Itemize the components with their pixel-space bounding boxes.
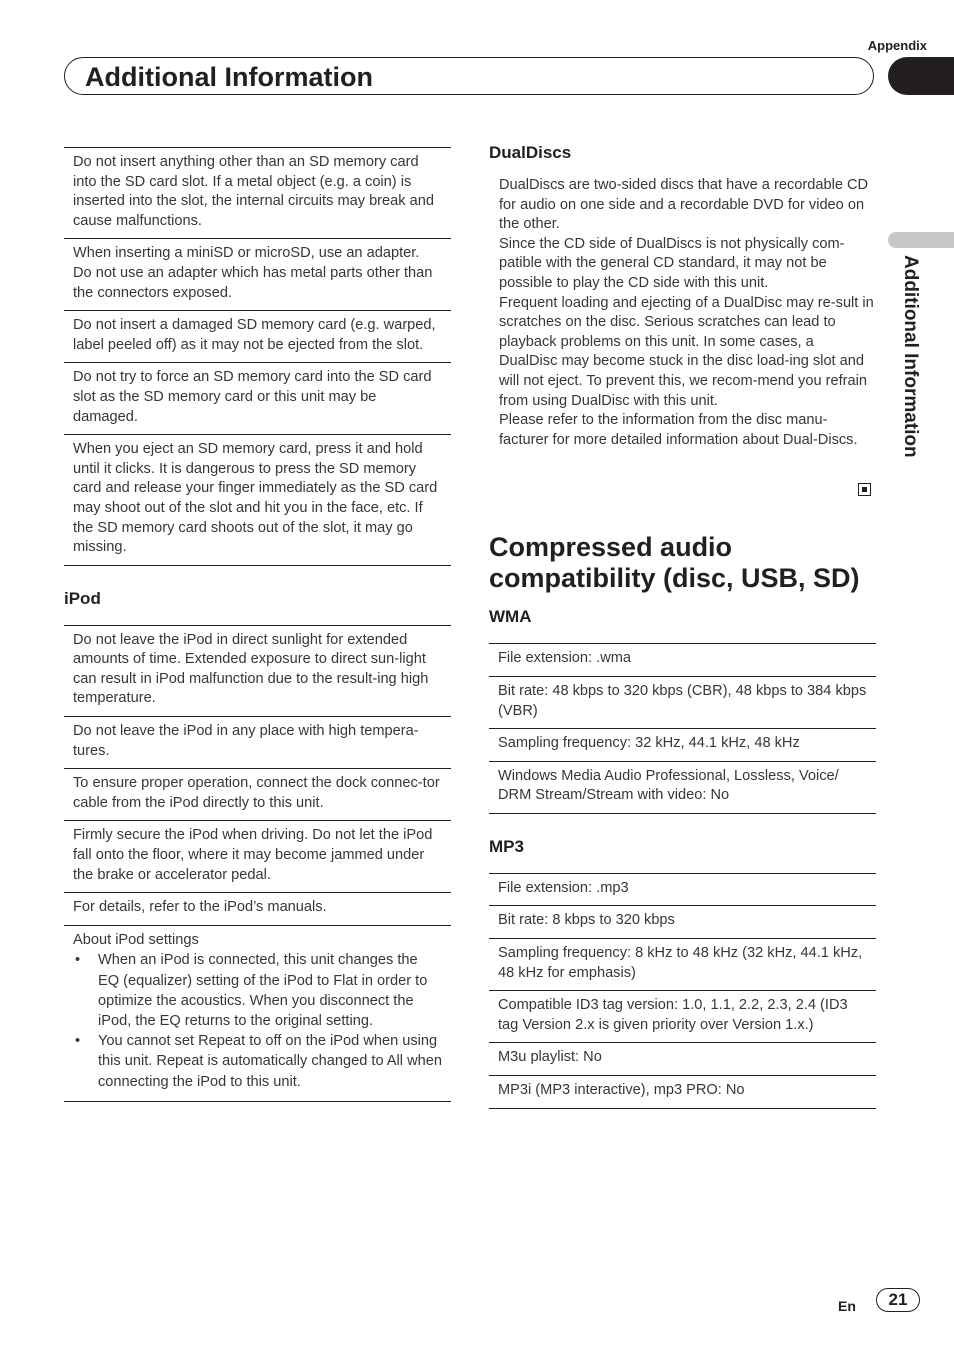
bullet-glyph: •	[75, 952, 81, 969]
list-item: • You cannot set Repeat to off on the iPod when using this unit. Repeat is automatically changed to All when connecting the iPod to this unit.	[75, 1033, 442, 1090]
mp3-table	[489, 873, 876, 1109]
table-row: Sampling frequency: 32 kHz, 44.1 kHz, 48 kHz	[489, 729, 876, 762]
table-row: To ensure proper operation, connect the dock connec-tor cable from the iPod directly to this unit.	[64, 769, 451, 821]
page-title: Additional Information	[85, 62, 373, 92]
compressed-audio-heading: Compressed audio compatibility (disc, USB, SD)	[489, 532, 860, 594]
side-section-label: Additional Information	[900, 255, 921, 458]
sd-card-precautions-table	[64, 147, 451, 566]
appendix-label: Appendix	[867, 38, 927, 53]
table-row: Do not try to force an SD memory card into the SD card slot as the SD memory card or this unit may be damaged.	[64, 363, 451, 435]
list-item: • When an iPod is connected, this unit changes the EQ (equalizer) setting of the iPod to Flat in order to optimize the acoustics. When you disconnect the iPod, the EQ returns to the original setting.	[75, 952, 428, 1030]
table-row: Do not insert a damaged SD memory card (e.g. warped, label peeled off) as it may not be ejected from the slot.	[64, 311, 451, 363]
table-row: When inserting a miniSD or microSD, use an adapter. Do not use an adapter which has metal parts other than the connectors exposed.	[64, 239, 451, 311]
dualdiscs-paragraph: Frequent loading and ejecting of a DualDisc may re-sult in scratches on the disc. Serious scratches can lead to playback problems on this unit. In some cases, a DualDisc may become stuck in the disc load-ing slot and will not eject. To prevent this, we recom-mend you refrain from using DualDisc with this unit.	[499, 294, 874, 409]
table-row: Bit rate: 48 kbps to 320 kbps (CBR), 48 kbps to 384 kbps (VBR)	[489, 677, 876, 729]
section-tab-marker	[888, 232, 954, 248]
table-row: Firmly secure the iPod when driving. Do not let the iPod fall onto the floor, where it may become jammed under the brake or accelerator pedal.	[64, 821, 451, 893]
wma-heading: WMA	[489, 607, 532, 627]
ipod-settings-list	[73, 950, 442, 1091]
table-row: When you eject an SD memory card, press it and hold until it clicks. It is dangerous to press the SD memory card and release your finger immediately as the SD card may shoot out of the slot and hit you in the face, etc. If the SD memory card shoots out of the slot, it may go missing.	[64, 435, 451, 566]
ipod-heading: iPod	[64, 588, 101, 608]
wma-table	[489, 643, 876, 814]
table-row: M3u playlist: No	[489, 1043, 876, 1076]
page-number: 21	[876, 1288, 920, 1312]
dualdiscs-paragraph: DualDiscs are two-sided discs that have a recordable CD for audio on one side and a recordable DVD for video on the other.	[499, 177, 869, 233]
table-row: Bit rate: 8 kbps to 320 kbps	[489, 906, 876, 939]
mp3-heading: MP3	[489, 836, 524, 856]
dualdiscs-heading: DualDiscs	[489, 143, 572, 162]
right-column	[489, 142, 876, 1109]
appendix-tab	[888, 57, 954, 95]
table-row: Do not insert anything other than an SD memory card into the SD card slot. If a metal object (e.g. a coin) is inserted into the slot, the internal circuits may break and cause malfunctions.	[64, 148, 451, 239]
table-row: MP3i (MP3 interactive), mp3 PRO: No	[489, 1076, 876, 1109]
table-row: For details, refer to the iPod’s manuals.	[64, 893, 451, 926]
left-column	[64, 147, 451, 1102]
table-row: Do not leave the iPod in any place with high tempera-tures.	[64, 717, 451, 769]
table-row: Windows Media Audio Professional, Lossless, Voice/ DRM Stream/Stream with video: No	[489, 762, 876, 814]
language-label: En	[838, 1298, 856, 1314]
table-row: Sampling frequency: 8 kHz to 48 kHz (32 kHz, 44.1 kHz, 48 kHz for emphasis)	[489, 939, 876, 991]
section-end-icon	[858, 483, 871, 496]
table-row: Compatible ID3 tag version: 1.0, 1.1, 2.2, 2.3, 2.4 (ID3 tag Version 2.x is given priority over Version 1.x.)	[489, 991, 876, 1043]
section-header	[64, 57, 874, 95]
table-row: File extension: .wma	[489, 644, 876, 677]
ipod-settings-title: About iPod settings	[73, 931, 199, 948]
ipod-settings-row	[64, 926, 451, 1102]
dualdiscs-paragraph: Since the CD side of DualDiscs is not physically com-patible with the general CD standard, it may not be possible to play the CD side with this unit.	[499, 235, 845, 291]
table-row: Do not leave the iPod in direct sunlight for extended amounts of time. Extended exposure to direct sun-light can result in iPod malfunction due to the result-ing high temperature.	[64, 626, 451, 717]
bullet-glyph: •	[75, 1033, 81, 1050]
ipod-precautions-table	[64, 625, 451, 1102]
table-row: File extension: .mp3	[489, 874, 876, 907]
dualdiscs-paragraph: Please refer to the information from the disc manu-facturer for more detailed information about Dual-Discs.	[499, 412, 858, 448]
